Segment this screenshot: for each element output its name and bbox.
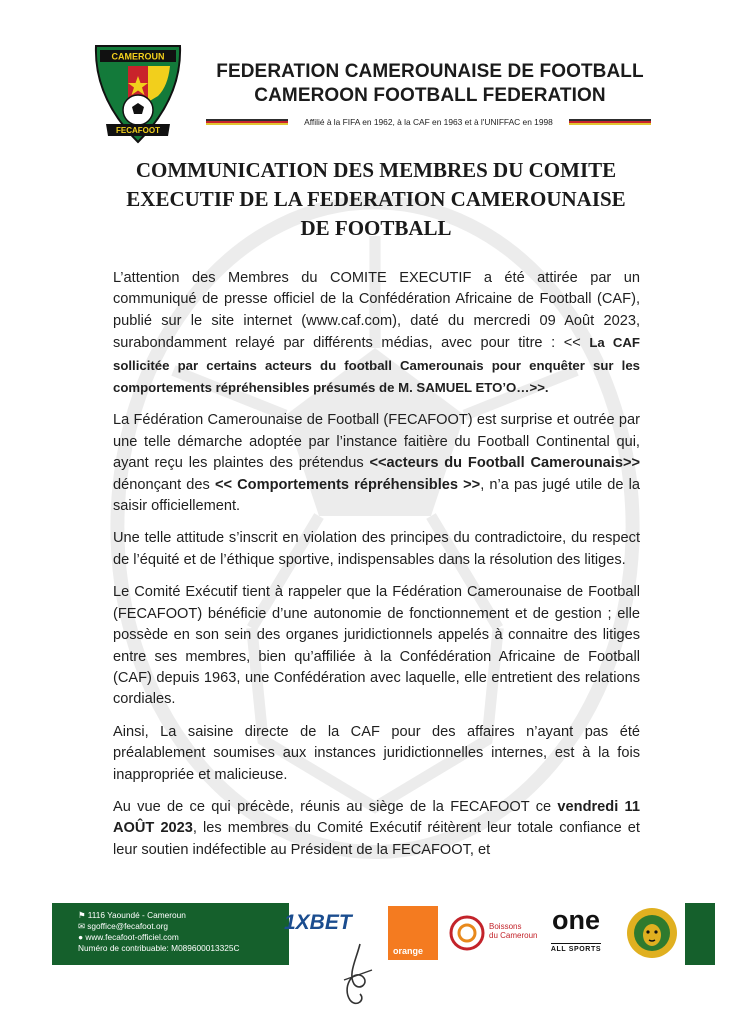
- affiliation-row: [206, 115, 651, 129]
- footer-green-right: [685, 903, 715, 965]
- onexbet-logo: 1XBET: [284, 911, 352, 934]
- orange-logo: [388, 906, 438, 960]
- paragraph-6-part-a: Au vue de ce qui précède, réunis au siège de la FECAFOOT ce: [113, 798, 558, 815]
- contact-block: [78, 910, 239, 954]
- document-body: [113, 268, 640, 872]
- paragraph-1-quote: La CAF sollicitée par certains acteurs du football Camerounais pour enquêter sur les comportements répréhensibles présumés de M. SAMUEL ETO’O…>>.: [113, 335, 640, 396]
- one-logo-text: one: [551, 905, 600, 935]
- contact-tax-number: Numéro de contribuable: M089600013325C: [78, 943, 240, 953]
- paragraph-2-part-d: << Comportements répréhensibles >>: [214, 476, 481, 493]
- contact-address-text: 1116 Yaoundé - Cameroun: [87, 910, 186, 920]
- boissons-name: Boissons: [489, 922, 522, 931]
- contact-website: ● www.fecafoot-officiel.com: [78, 932, 179, 942]
- contact-email-text: sgoffice@fecafoot.org: [87, 921, 168, 931]
- crest-top-text: CAMEROUN: [111, 51, 165, 62]
- contact-address: ⚑ 1116 Yaoundé - Cameroun: [78, 910, 186, 920]
- document-title-line-2: EXECUTIF DE LA FEDERATION CAMEROUNAISE: [126, 187, 626, 211]
- paragraph-2-part-b: <<acteurs du Football Camerounais>>: [369, 455, 640, 472]
- boissons-logo-text: [489, 922, 537, 940]
- federation-name: [200, 60, 660, 108]
- paragraph-6: [113, 797, 640, 861]
- fecafoot-crest-logo: [78, 40, 198, 146]
- document-title-line-3: DE FOOTBALL: [300, 216, 452, 240]
- paragraph-2: [113, 410, 640, 517]
- federation-name-en: CAMEROON FOOTBALL FEDERATION: [254, 85, 606, 106]
- one-all-sports-logo: [540, 905, 612, 956]
- paragraph-2-part-e: , n’a pas jugé utile de la saisir officiellement.: [113, 476, 640, 515]
- lion-emblem-icon: [626, 907, 678, 959]
- paragraph-2-part-a: La Fédération Camerounaise de Football (FECAFOOT) est surprise et outrée par une telle démarche adoptée par l’instance faitière du Football Continental qui, ayant reçu les plaintes des prétendus: [113, 412, 640, 472]
- signature-mark: [330, 940, 385, 1010]
- federation-name-fr: FEDERATION CAMEROUNAISE DE FOOTBALL: [216, 61, 644, 82]
- paragraph-3: Une telle attitude s’inscrit en violation des principes du contradictoire, du respect de l’équité et de l’éthique sportive, indispensables dans la résolution des litiges.: [113, 530, 640, 568]
- paragraph-6-part-c: , les membres du Comité Exécutif réitèrent leur totale confiance et leur soutien indéfectible au Président de la FECAFOOT, et: [113, 820, 640, 858]
- flag-line-right: [569, 119, 651, 125]
- paragraph-5: Ainsi, La saisine directe de la CAF pour des affaires n’ayant pas été préalablement soumises aux instances juridictionnelles internes, est à la fois inappropriée et malicieuse.: [113, 723, 640, 783]
- one-logo-sub: ALL SPORTS: [551, 943, 601, 953]
- affiliation-text: Affilié à la FIFA en 1962, à la CAF en 1963 et à l'UNIFFAC en 1998: [304, 117, 553, 127]
- boissons-sub: du Cameroun: [489, 931, 538, 940]
- paragraph-1-text: L’attention des Membres du COMITE EXECUTIF a été attirée par un communiqué de presse officiel de la Confédération Africaine de Football (CAF), publié sur le site internet (www.caf.com), daté du mercredi 09 Août 2023, surabondamment relayé par différents médias, avec pour titre : <<: [113, 270, 640, 352]
- paragraph-4: Le Comité Exécutif tient à rappeler que la Fédération Camerounaise de Football (FECAFOOT) bénéficie d’une autonomie de fonctionnement et de gestion ; elle possède en son sein des organes juridictionnels appelés à connaitre des litiges entre ses membres, bien qu’affiliée à la Confédération Africaine de Football (CAF) depuis 1963, une Confédération avec laquelle, elle entretient des relations cordiales.: [113, 584, 640, 708]
- paragraph-2-part-c: dénonçant des: [113, 476, 215, 493]
- contact-website-text: www.fecafoot-officiel.com: [85, 932, 179, 942]
- footer-green-left: [52, 903, 289, 965]
- crest-bottom-text: FECAFOOT: [116, 126, 160, 135]
- orange-logo-text: orange: [393, 946, 424, 956]
- contact-email: ✉ sgoffice@fecafoot.org: [78, 921, 168, 931]
- flag-line-left: [206, 119, 288, 125]
- document-title: [110, 156, 642, 243]
- paragraph-6-date: vendredi 11 AOÛT 2023: [113, 798, 640, 837]
- document-title-line-1: COMMUNICATION DES MEMBRES DU COMITE: [135, 158, 617, 182]
- paragraph-1: [113, 268, 640, 399]
